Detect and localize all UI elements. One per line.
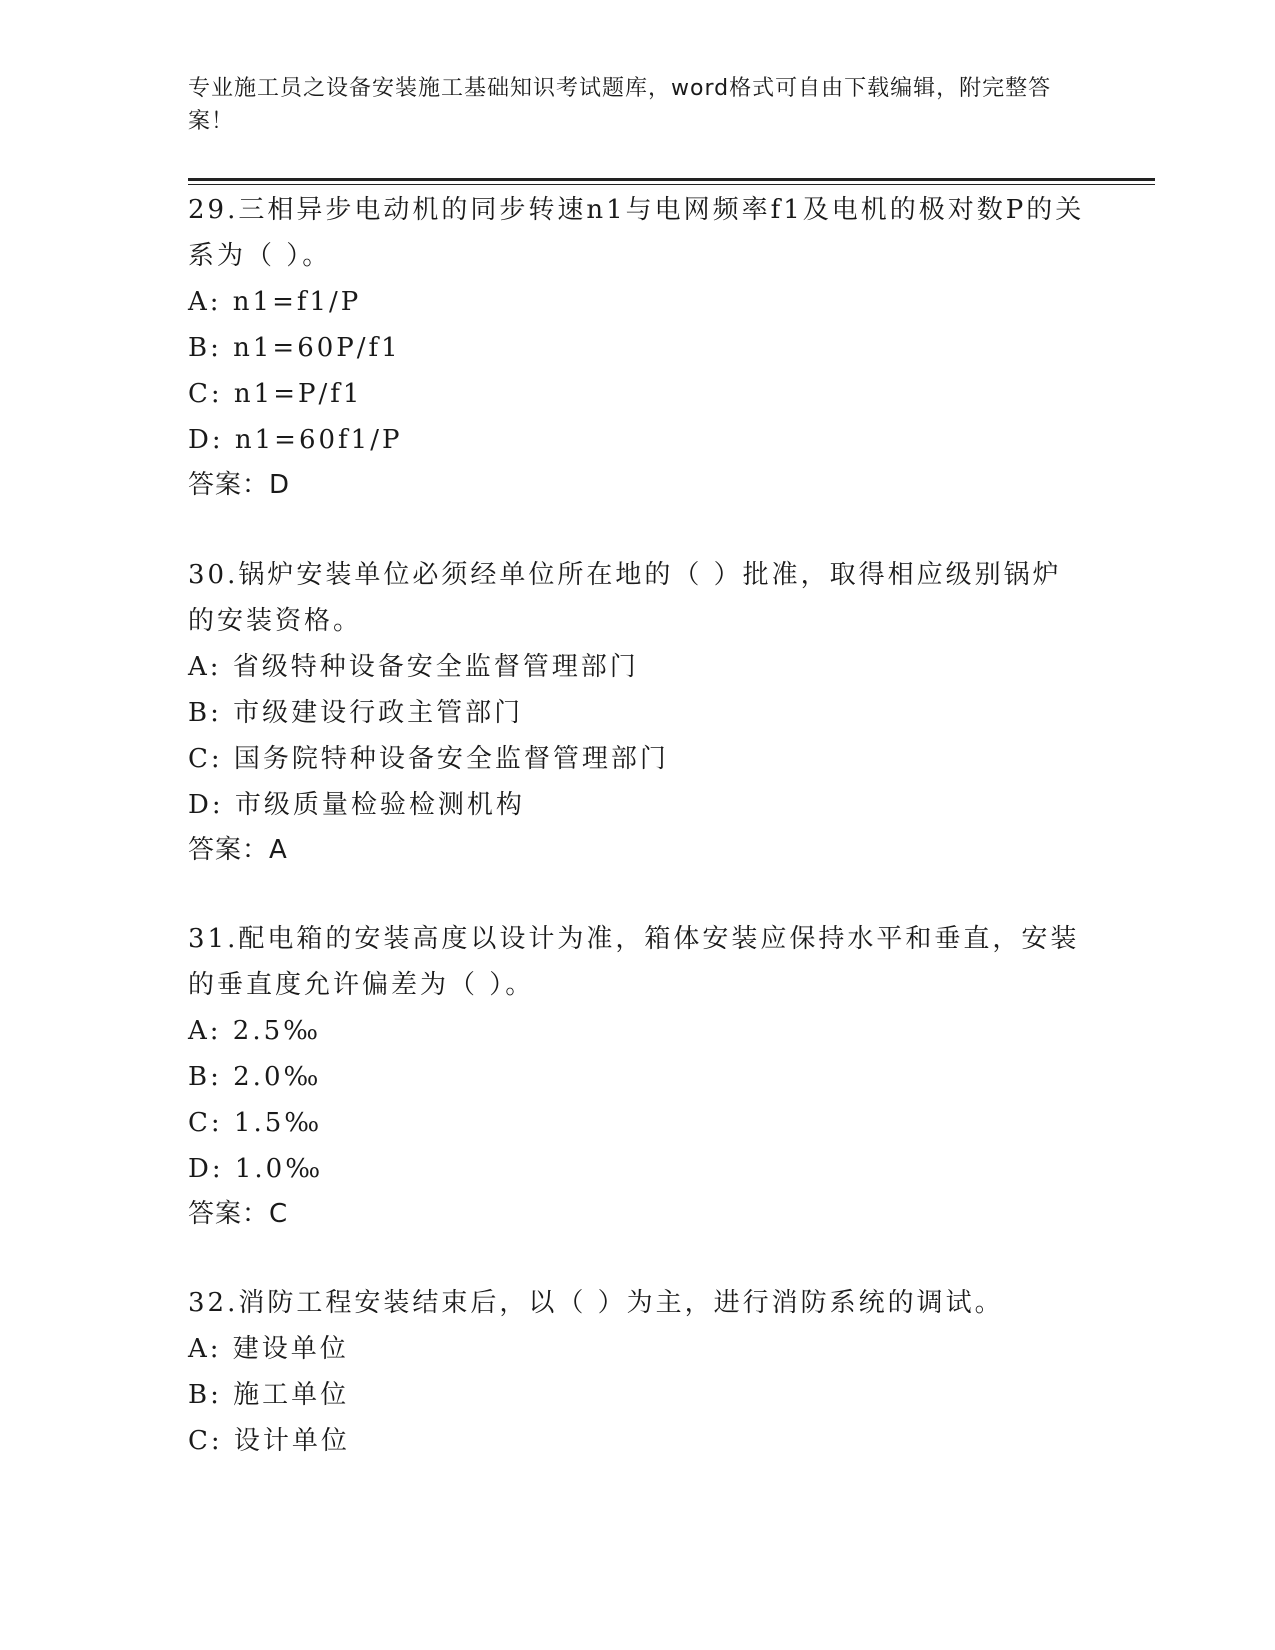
- header-divider-thick: [188, 178, 1155, 181]
- option-b: B: 市级建设行政主管部门: [188, 698, 524, 728]
- option-a: A: 建设单位: [188, 1334, 349, 1364]
- question-stem: 30.锅炉安装单位必须经单位所在地的（ ）批准，取得相应级别锅炉的安装资格。: [188, 560, 1062, 636]
- option-d: D: 市级质量检验检测机构: [188, 790, 525, 820]
- question-stem: 31.配电箱的安装高度以设计为准，箱体安装应保持水平和垂直，安装的垂直度允许偏差为（ ）。: [188, 924, 1080, 1000]
- option-b: B: 施工单位: [188, 1380, 350, 1410]
- question-32: [188, 1280, 1088, 1464]
- option-c: C: n1=P/f1: [188, 379, 363, 409]
- option-c: C: 1.5‰: [188, 1108, 323, 1138]
- question-31: [188, 916, 1088, 1236]
- answer-line: 答案：C: [188, 1199, 289, 1229]
- option-b: B: n1=60P/f1: [188, 333, 401, 363]
- option-d: D: n1=60f1/P: [188, 425, 403, 455]
- answer-line: 答案：A: [188, 835, 288, 865]
- option-a: A: 省级特种设备安全监督管理部门: [188, 652, 639, 682]
- header-divider-thin: [188, 184, 1155, 185]
- option-c: C: 国务院特种设备安全监督管理部门: [188, 744, 669, 774]
- question-stem: 29.三相异步电动机的同步转速n1与电网频率f1及电机的极对数P的关系为（ ）。: [188, 195, 1085, 271]
- option-a: A: 2.5‰: [188, 1016, 322, 1046]
- question-stem: 32.消防工程安装结束后，以（ ）为主，进行消防系统的调试。: [188, 1288, 1004, 1318]
- option-c: C: 设计单位: [188, 1426, 350, 1456]
- document-header: 专业施工员之设备安装施工基础知识考试题库，word格式可自由下载编辑，附完整答案！: [188, 76, 1052, 134]
- question-30: [188, 552, 1088, 872]
- option-d: D: 1.0‰: [188, 1154, 324, 1184]
- answer-line: 答案：D: [188, 470, 291, 500]
- option-a: A: n1=f1/P: [188, 287, 362, 317]
- option-b: B: 2.0‰: [188, 1062, 322, 1092]
- question-29: [188, 187, 1088, 507]
